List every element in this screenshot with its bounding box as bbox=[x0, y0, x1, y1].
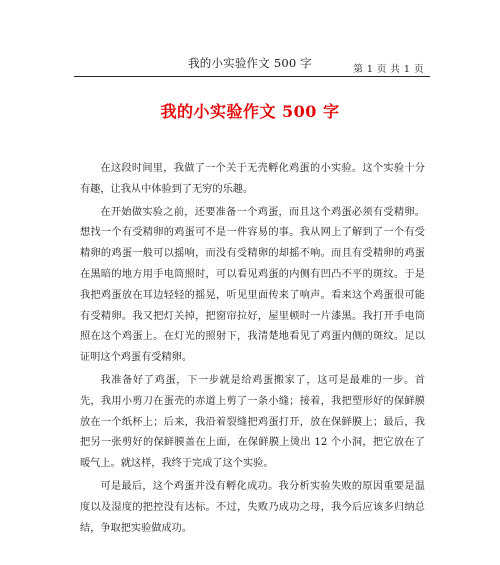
paragraph: 在这段时间里，我做了一个关于无壳孵化鸡蛋的小实验。这个实验十分有趣，让我从中体验到了无穷的乐趣。 bbox=[80, 163, 425, 195]
document-body bbox=[80, 159, 425, 541]
paragraph: 可是最后，这个鸡蛋并没有孵化成功。我分析实验失败的原因重要是温度以及湿度的把控没有达标。不过，失败乃成功之母，我今后应该多归纳总结，争取把实验做成功。 bbox=[80, 480, 425, 534]
page-number-indicator: 第 1 页 共 1 页 bbox=[353, 64, 424, 75]
paragraph: 我准备好了鸡蛋，下一步就是给鸡蛋搬家了，这可是最难的一步。首先，我用小剪刀在蛋壳的赤道上剪了一条小缝；接着，我把塑形好的保鲜膜放在一个纸杯上；后来，我沿着裂缝把鸡蛋打开，放在保鲜膜上；最后，我把另一张剪好的保鲜膜盖在上面，在保鲜膜上烫出 12 个小洞，把它放在了暖气上。就这样，我终于完成了这个实验。 bbox=[80, 374, 425, 470]
running-header-title: 我的小实验作文 500 字 bbox=[188, 56, 312, 70]
paragraph: 在开始做实验之前，还要准备一个鸡蛋，而且这个鸡蛋必须有受精卵。想找一个有受精卵的鸡蛋可不是一件容易的事。我从网上了解到了一个有受精卵的鸡蛋一般可以摇响，而没有受精卵的却摇不响。而且有受精卵的鸡蛋在黑暗的地方用手电筒照时，可以看见鸡蛋的内侧有凹凸不平的斑纹。于是我把鸡蛋放在耳边轻轻的摇晃，听见里面传来了响声。看来这个鸡蛋很可能有受精卵。我又把灯关掉，把窗帘拉好，屋里顿时一片漆黑。我打开手电筒照在这个鸡蛋上。在灯光的照射下，我清楚地看见了鸡蛋内侧的斑纹。足以证明这个鸡蛋有受精卵。 bbox=[80, 206, 425, 364]
header-divider bbox=[74, 76, 430, 77]
document-title: 我的小实验作文 500 字 bbox=[160, 102, 340, 121]
